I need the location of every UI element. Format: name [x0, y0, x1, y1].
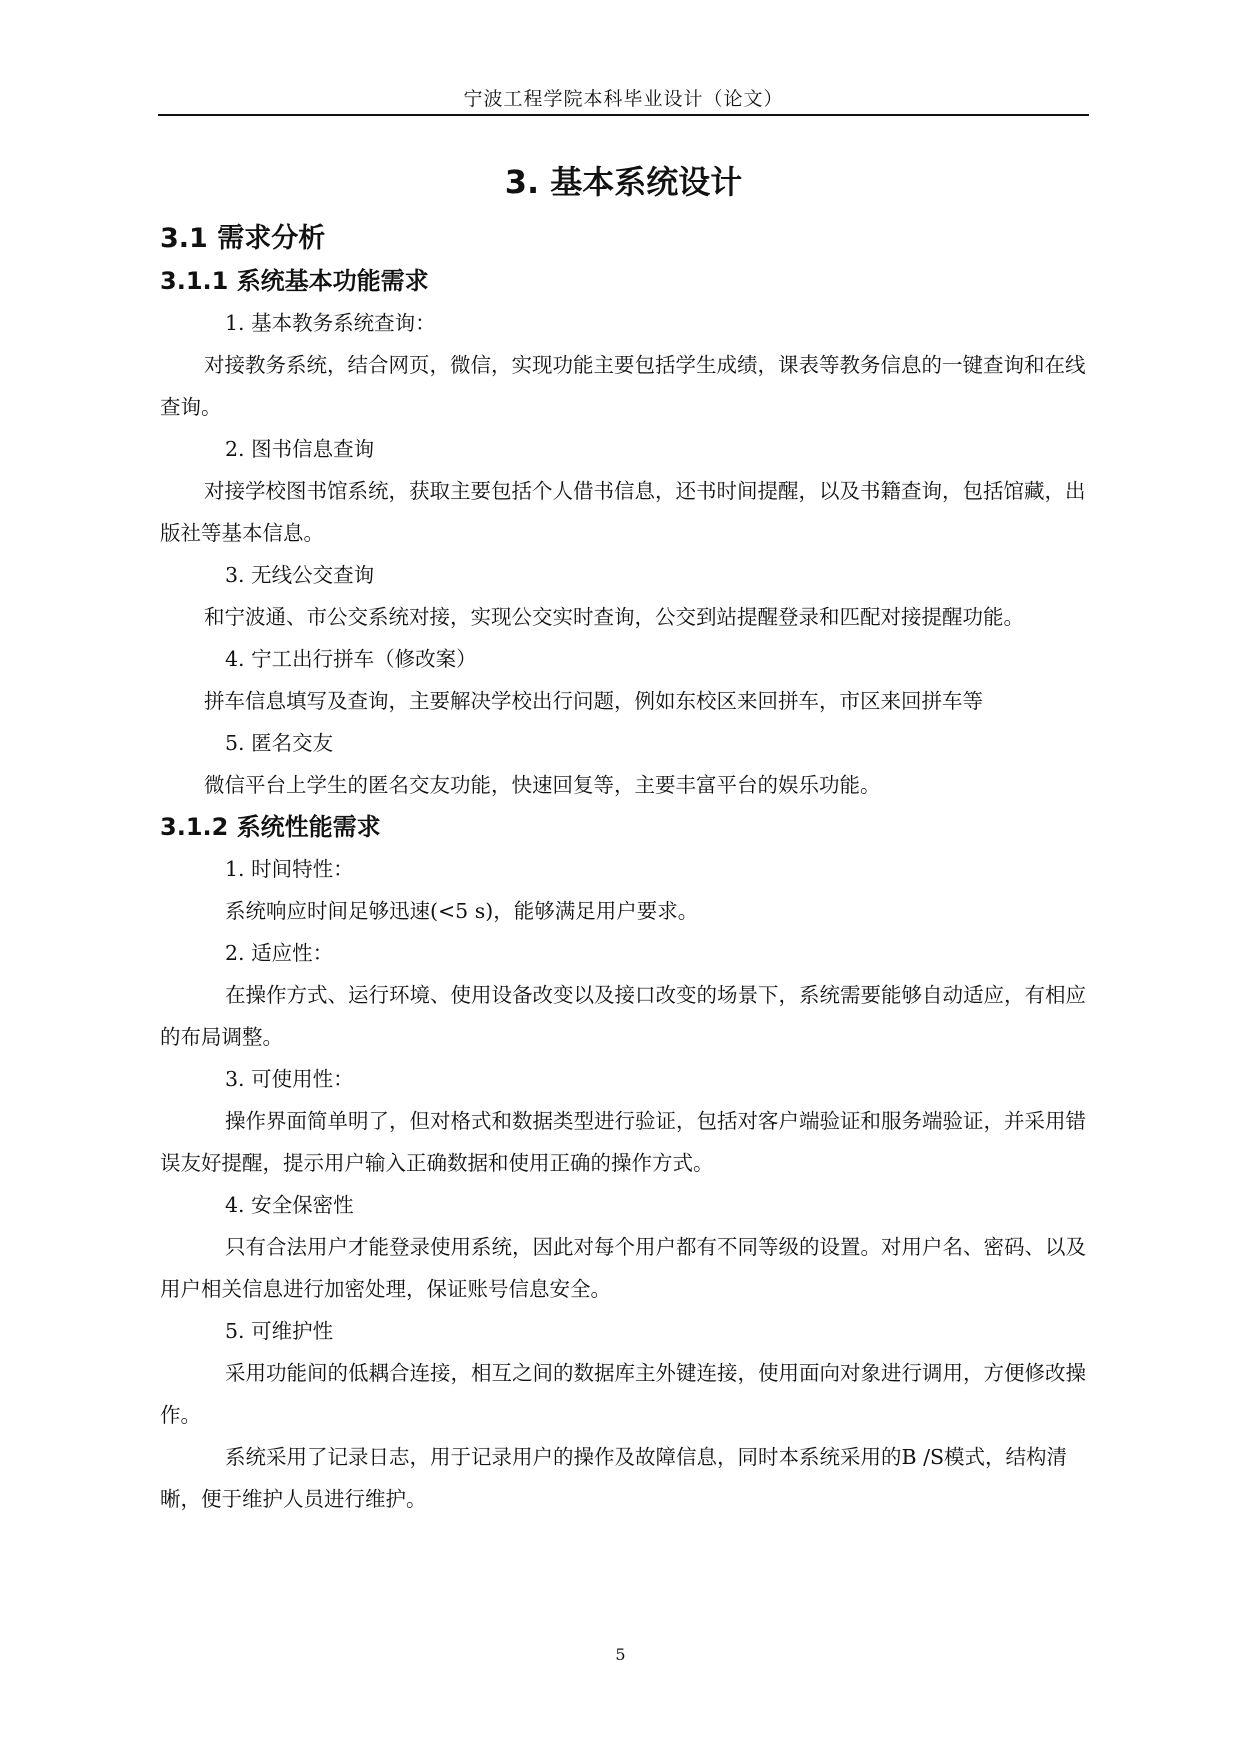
item-paragraph: 对接学校图书馆系统，获取主要包括个人借书信息，还书时间提醒，以及书籍查询，包括馆藏，出版社等基本信息。 [160, 479, 1086, 545]
subsection-heading-functional: 3.1.1 系统基本功能需求 [160, 267, 429, 295]
item-paragraph: 微信平台上学生的匿名交友功能，快速回复等，主要丰富平台的娱乐功能。 [204, 773, 881, 797]
item-label: 4. 安全保密性 [225, 1193, 354, 1217]
header-rule [158, 114, 1089, 116]
page-number: 5 [615, 1645, 626, 1664]
section-heading: 3.1 需求分析 [160, 223, 326, 254]
item-paragraph: 只有合法用户才能登录使用系统，因此对每个用户都有不同等级的设置。对用户名、密码、以及用户相关信息进行加密处理，保证账号信息安全。 [160, 1235, 1086, 1301]
item-label: 4. 宁工出行拼车（修改案） [225, 647, 477, 671]
item-paragraph: 在操作方式、运行环境、使用设备改变以及接口改变的场景下，系统需要能够自动适应，有相应的布局调整。 [160, 983, 1086, 1049]
item-paragraph: 和宁波通、市公交系统对接，实现公交实时查询，公交到站提醒登录和匹配对接提醒功能。 [204, 605, 1024, 629]
item-paragraph: 系统响应时间足够迅速(<5 s)，能够满足用户要求。 [225, 899, 699, 923]
item-label: 5. 可维护性 [225, 1319, 334, 1343]
page-body [160, 218, 1090, 1520]
item-label: 2. 图书信息查询 [225, 437, 375, 461]
item-paragraph: 采用功能间的低耦合连接，相互之间的数据库主外键连接，使用面向对象进行调用，方便修改操作。 [160, 1361, 1086, 1427]
item-label: 5. 匿名交友 [225, 731, 334, 755]
item-label: 1. 基本教务系统查询： [225, 311, 436, 335]
closing-paragraph: 系统采用了记录日志，用于记录用户的操作及故障信息，同时本系统采用的B /S模式，结构清晰，便于维护人员进行维护。 [160, 1445, 1068, 1511]
item-label: 3. 可使用性： [225, 1067, 354, 1091]
running-header: 宁波工程学院本科毕业设计（论文） [463, 88, 784, 110]
item-paragraph: 对接教务系统，结合网页，微信，实现功能主要包括学生成绩，课表等教务信息的一键查询和在线查询。 [160, 353, 1086, 419]
item-paragraph: 拼车信息填写及查询，主要解决学校出行问题，例如东校区来回拼车，市区来回拼车等 [204, 689, 983, 713]
subsection-heading-performance: 3.1.2 系统性能需求 [160, 813, 381, 841]
item-label: 1. 时间特性： [225, 857, 354, 881]
item-label: 2. 适应性： [225, 941, 334, 965]
chapter-title: 3. 基本系统设计 [504, 163, 743, 201]
item-label: 3. 无线公交查询 [225, 563, 375, 587]
item-paragraph: 操作界面简单明了，但对格式和数据类型进行验证，包括对客户端验证和服务端验证，并采用错误友好提醒，提示用户输入正确数据和使用正确的操作方式。 [160, 1109, 1086, 1175]
